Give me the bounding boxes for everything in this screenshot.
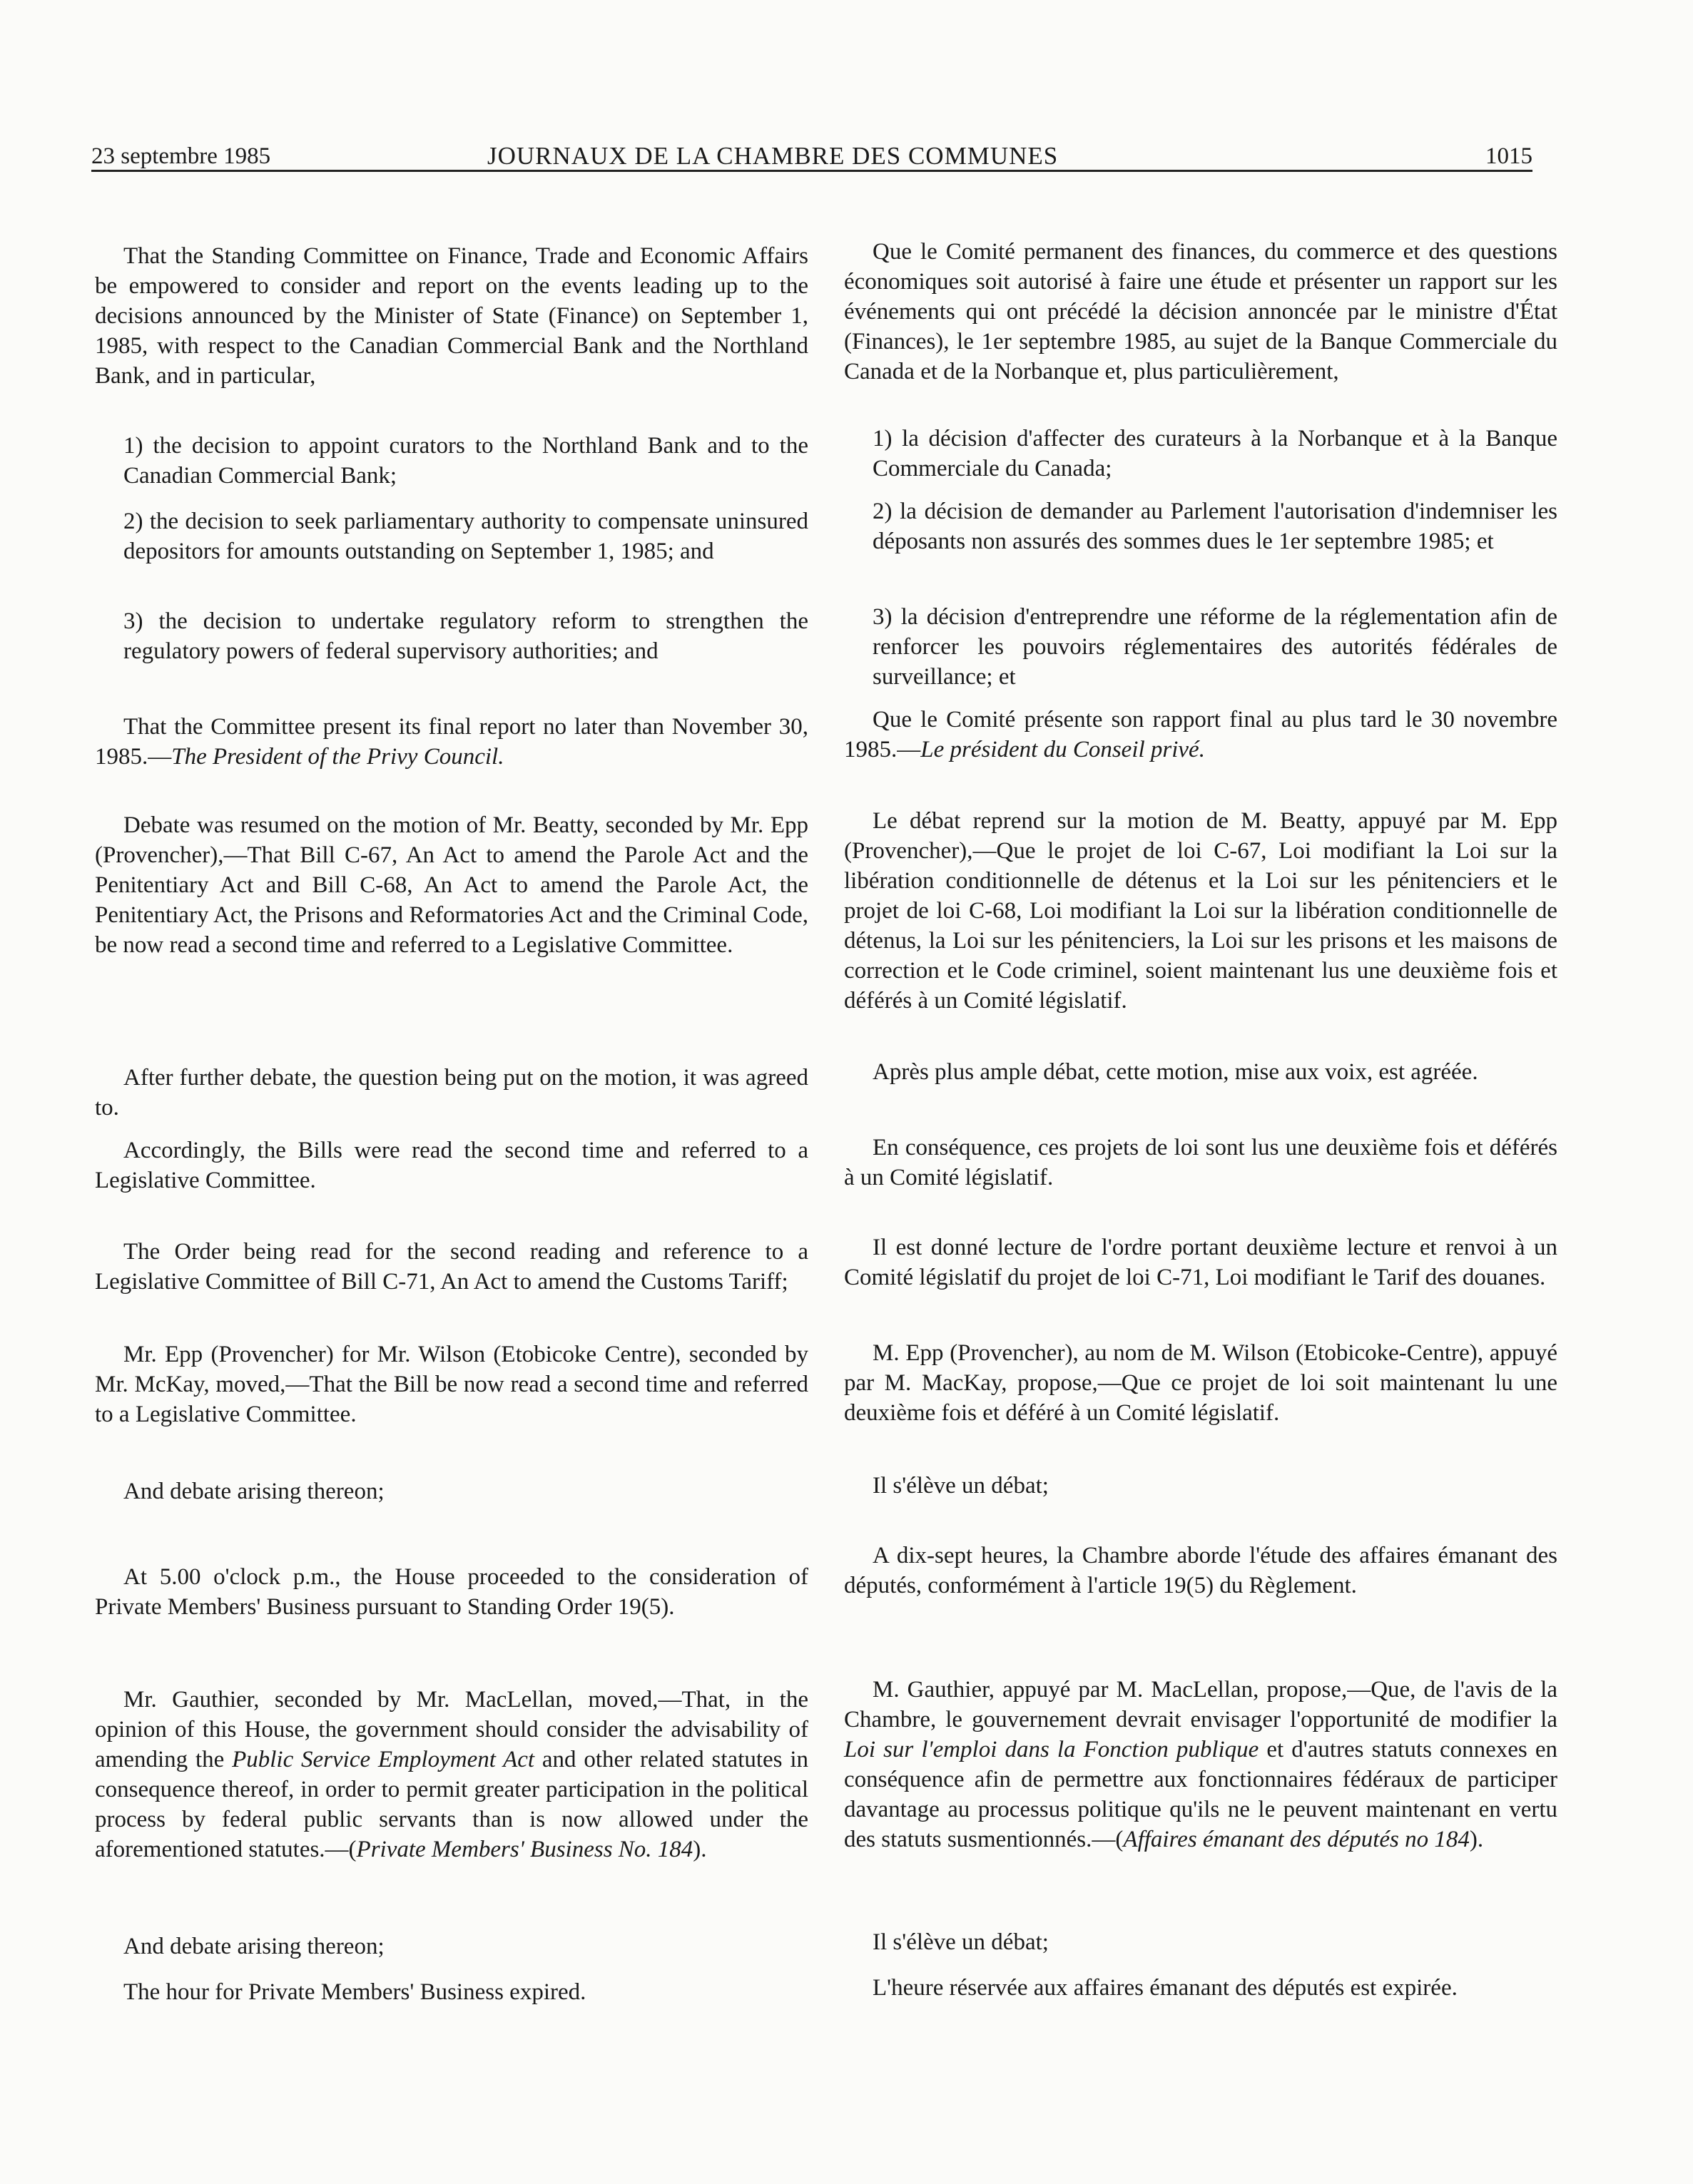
list-item: 3) la décision d'entreprendre une réforme de la réglementation afin de renforcer les pouvoirs réglementaires des autorités fédérales de surveillance; et: [873, 604, 1557, 690]
paragraph: L'heure réservée aux affaires émanant des députés est expirée.: [873, 1975, 1458, 2001]
paragraph: Il s'élève un débat;: [873, 1473, 1049, 1499]
paragraph: The Order being read for the second reading and reference to a Legislative Committee of Bill C-71, An Act to amend the Customs Tariff;: [95, 1239, 808, 1295]
list-item: 2) la décision de demander au Parlement l'autorisation d'indemniser les déposants non assurés des sommes dues le 1er septembre 1985; et: [873, 499, 1557, 554]
page-header: [91, 134, 1532, 172]
paragraph: At 5.00 o'clock p.m., the House proceeded to the consideration of Private Members' Business pursuant to Standing Order 19(5).: [95, 1564, 808, 1620]
debate-paragraph: Debate was resumed on the motion of Mr. Beatty, seconded by Mr. Epp (Provencher),—That Bill C-67, An Act to amend the Parole Act and the Penitentiary Act and Bill C-68, An Act to amend the Parole Act, the Penitentiary Act, the Prisons and Reformatories Act and the Criminal Code, be now read a second time and referred to a Legislative Committee.: [95, 812, 808, 958]
paragraph: M. Epp (Provencher), au nom de M. Wilson (Etobicoke-Centre), appuyé par M. MacKay, propose,—Que ce projet de loi soit maintenant lu une deuxième fois et déféré à un Comité législatif.: [844, 1340, 1557, 1426]
paragraph: M. Gauthier, appuyé par M. MacLellan, propose,—Que, de l'avis de la Chambre, le gouvernement devrait envisager l'opportunité de modifier la Loi sur l'emploi dans la Fonction publique et d'autres statuts connexes en conséquence afin de permettre aux fonctionnaires fédéraux de participer davantage au processus politique qu'ils ne le peuvent maintenant en vertu des statuts susmentionnés.—(Affaires émanant des députés no 184).: [844, 1677, 1557, 1852]
motion-paragraph: Que le Comité permanent des finances, du commerce et des questions économiques soit autorisé à faire une étude et présenter un rapport sur les événements qui ont précédé la décision annoncée par le ministre d'État (Finances), le 1er septembre 1985, au sujet de la Banque Commerciale du Canada et de la Norbanque et, plus particulièrement,: [844, 239, 1557, 384]
paragraph: After further debate, the question being put on the motion, it was agreed to.: [95, 1065, 808, 1121]
paragraph: Il est donné lecture de l'ordre portant deuxième lecture et renvoi à un Comité législatif du projet de loi C-71, Loi modifiant le Tarif des douanes.: [844, 1235, 1557, 1290]
paragraph: Mr. Epp (Provencher) for Mr. Wilson (Etobicoke Centre), seconded by Mr. McKay, moved,—That the Bill be now read a second time and referred to a Legislative Committee.: [95, 1342, 808, 1427]
list-item: 2) the decision to seek parliamentary authority to compensate uninsured depositors for amounts outstanding on September 1, 1985; and: [123, 509, 808, 564]
debate-paragraph: Le débat reprend sur la motion de M. Beatty, appuyé par M. Epp (Provencher),—Que le projet de loi C-67, Loi modifiant la Loi sur la libération conditionnelle de détenus et la Loi sur les pénitenciers et le projet de loi C-68, Loi modifiant la Loi sur la libération conditionnelle de détenus, la Loi sur les pénitenciers, la Loi sur les prisons et les maisons de correction et le Code criminel, soient maintenant lus une deuxième fois et déférés à un Comité législatif.: [844, 808, 1557, 1014]
report-paragraph: Que le Comité présente son rapport final au plus tard le 30 novembre 1985.—Le président du Conseil privé.: [844, 707, 1557, 762]
page-number: 1015: [1485, 143, 1532, 169]
list-item: 1) the decision to appoint curators to the Northland Bank and to the Canadian Commercial Bank;: [123, 433, 808, 489]
paragraph: A dix-sept heures, la Chambre aborde l'étude des affaires émanant des députés, conformément à l'article 19(5) du Règlement.: [844, 1543, 1557, 1598]
paragraph: And debate arising thereon;: [123, 1479, 385, 1504]
header-date: 23 septembre 1985: [91, 143, 271, 169]
header-title: JOURNAUX DE LA CHAMBRE DES COMMUNES: [487, 142, 1059, 170]
paragraph: Il s'élève un débat;: [873, 1929, 1049, 1955]
list-item: 1) la décision d'affecter des curateurs à la Norbanque et à la Banque Commerciale du Canada;: [873, 426, 1557, 481]
paragraph: Après plus ample débat, cette motion, mise aux voix, est agréée.: [873, 1059, 1478, 1085]
paragraph: And debate arising thereon;: [123, 1934, 385, 1959]
paragraph: En conséquence, ces projets de loi sont lus une deuxième fois et déférés à un Comité législatif.: [844, 1135, 1557, 1190]
motion-paragraph: That the Standing Committee on Finance, Trade and Economic Affairs be empowered to consider and report on the events leading up to the decisions announced by the Minister of State (Finance) on September 1, 1985, with respect to the Canadian Commercial Bank and the Northland Bank, and in particular,: [95, 243, 808, 389]
paragraph: Accordingly, the Bills were read the second time and referred to a Legislative Committee.: [95, 1138, 808, 1193]
paragraph: Mr. Gauthier, seconded by Mr. MacLellan, moved,—That, in the opinion of this House, the government should consider the advisability of amending the Public Service Employment Act and other related statutes in consequence thereof, in order to permit greater participation in the political process by federal public servants than is now allowed under the aforementioned statutes.—(Private Members' Business No. 184).: [95, 1687, 808, 1862]
paragraph: The hour for Private Members' Business expired.: [123, 1979, 586, 2005]
list-item: 3) the decision to undertake regulatory reform to strengthen the regulatory powers of federal supervisory authorities; and: [123, 608, 808, 664]
report-paragraph: That the Committee present its final report no later than November 30, 1985.—The President of the Privy Council.: [95, 714, 808, 770]
